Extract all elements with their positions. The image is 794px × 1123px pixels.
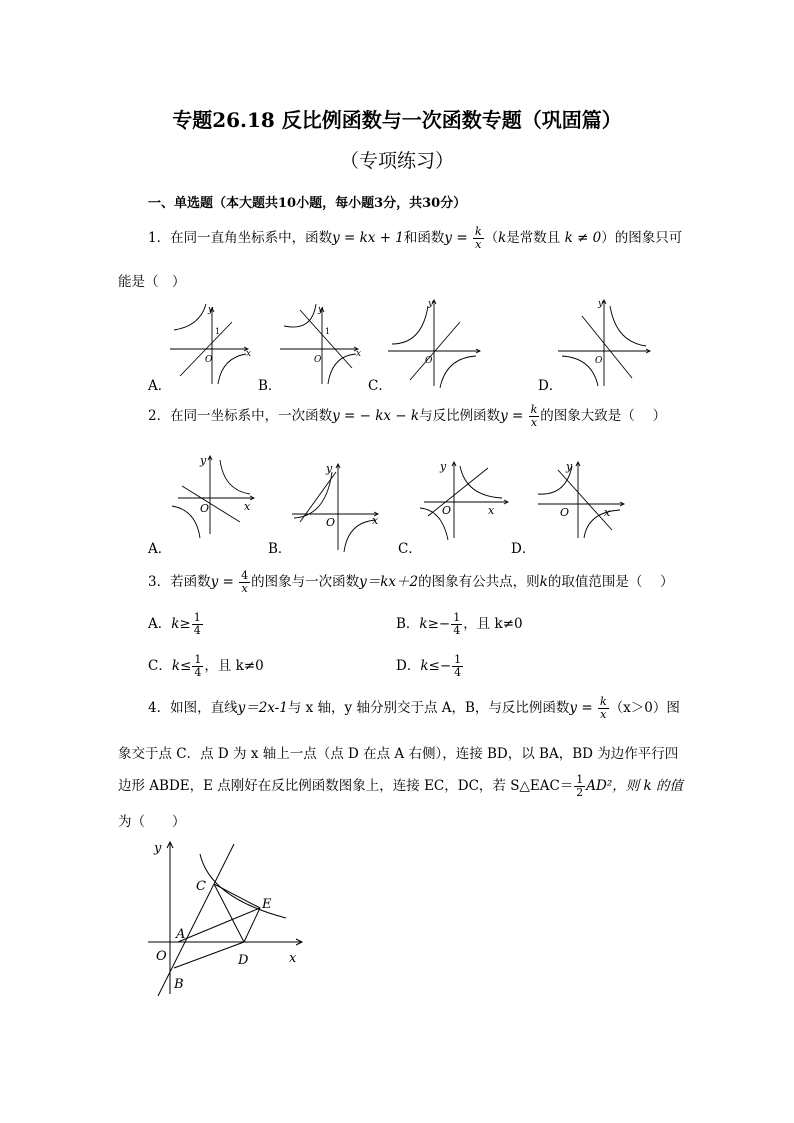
q2-option-c[interactable]: C． xyxy=(398,541,422,557)
svg-text:x: x xyxy=(289,951,297,966)
svg-text:y: y xyxy=(440,460,447,473)
question-number: 4． xyxy=(148,700,171,716)
svg-text:D: D xyxy=(238,953,249,968)
svg-text:O: O xyxy=(156,949,167,964)
svg-text:O: O xyxy=(442,504,452,517)
svg-text:O: O xyxy=(595,356,603,366)
line-bc xyxy=(158,844,234,996)
fraction: $\frac{4}{x}$ xyxy=(241,569,249,595)
segment-ae xyxy=(178,908,260,942)
question-number: 2． xyxy=(148,408,171,424)
q2-option-a[interactable]: A． xyxy=(148,541,172,557)
segment-ce xyxy=(214,884,260,908)
fraction: $\frac{1}{4}$ xyxy=(193,611,201,637)
q2-option-d[interactable]: D． xyxy=(511,541,536,557)
question-4-line1: 4．如图，直线y＝2x-1与 x 轴，y 轴分别交于点 A，B，与反比例函数y = $\frac{k}{x}$ （x＞0）图 xyxy=(148,695,680,721)
page-subtitle: （专项练习） xyxy=(339,150,454,172)
svg-text:y: y xyxy=(208,305,214,315)
q3-option-c[interactable]: C．k≤ $\frac{1}{4}$ ，且 k≠0 xyxy=(148,653,264,679)
q1-graph-d xyxy=(558,300,650,386)
q3-option-b[interactable]: B．k≥− $\frac{1}{4}$ ，且 k≠0 xyxy=(396,611,523,637)
svg-text:y: y xyxy=(566,460,573,473)
question-3-line1: 3．若函数y = $\frac{4}{x}$ 的图象与一次函数y＝kx＋2的图象有公共点，则k的取值范围是（ ） xyxy=(148,569,674,595)
svg-text:x: x xyxy=(246,349,252,359)
svg-text:x: x xyxy=(244,500,251,513)
svg-text:A: A xyxy=(176,927,186,942)
q3-option-a[interactable]: A．k≥ $\frac{1}{4}$ xyxy=(148,611,201,637)
svg-text:y: y xyxy=(154,841,162,856)
q2-graph-b xyxy=(292,464,378,552)
svg-text:y: y xyxy=(318,305,324,315)
section-heading: 一、单选题（本大题共10小题，每小题3分，共30分） xyxy=(148,196,467,211)
q1-option-a[interactable]: A． xyxy=(148,378,172,394)
fraction: $\frac{1}{4}$ xyxy=(194,653,202,679)
q1-option-b[interactable]: B． xyxy=(258,378,282,394)
q1-option-c[interactable]: C． xyxy=(368,378,392,394)
svg-text:y: y xyxy=(428,299,434,309)
fraction: $\frac{1}{4}$ xyxy=(454,653,462,679)
q2-graph-c xyxy=(420,462,508,540)
svg-text:O: O xyxy=(326,516,336,529)
fraction: $\frac{1}{4}$ xyxy=(453,611,461,637)
svg-text:E: E xyxy=(262,897,272,912)
fraction: $\frac{k}{x}$ xyxy=(599,695,607,721)
question-number: 1． xyxy=(148,230,171,246)
page-title: 专题26.18 反比例函数与一次函数专题（巩固篇） xyxy=(172,108,622,132)
segment-bd xyxy=(174,942,244,968)
fraction: $\frac{k}{x}$ xyxy=(530,403,538,429)
svg-text:O: O xyxy=(205,355,213,365)
svg-text:y: y xyxy=(598,299,604,309)
svg-text:O: O xyxy=(200,502,210,515)
svg-text:C: C xyxy=(196,879,206,894)
svg-text:x: x xyxy=(488,504,495,517)
question-number: 3． xyxy=(148,574,171,590)
fraction: $\frac{k}{x}$ xyxy=(474,225,482,251)
svg-text:x: x xyxy=(372,514,379,527)
q1-graph-a xyxy=(170,304,248,384)
svg-text:B: B xyxy=(174,977,184,992)
svg-text:1: 1 xyxy=(215,327,221,336)
q3-option-d[interactable]: D．k≤− $\frac{1}{4}$ xyxy=(396,653,462,679)
svg-text:O: O xyxy=(314,355,322,365)
question-2-line1: 2．在同一坐标系中，一次函数y = − kx − k与反比例函数y = $\frac{k}{x}$ 的图象大致是（ ） xyxy=(148,403,667,429)
svg-text:x: x xyxy=(604,506,611,519)
q2-option-b[interactable]: B． xyxy=(268,541,292,557)
svg-text:y: y xyxy=(326,462,333,475)
question-4-figure xyxy=(146,836,316,1002)
svg-text:O: O xyxy=(425,356,433,366)
question-1-line2: 能是（ ） xyxy=(118,274,186,290)
svg-text:x: x xyxy=(356,349,362,359)
q1-graph-c xyxy=(388,300,480,388)
q2-graph-d xyxy=(538,462,624,538)
question-1-line1: 1．在同一直角坐标系中，函数y = kx + 1和函数y = $\frac{k}{x}$ （k是常数且 k ≠ 0）的图象只可 xyxy=(148,225,683,251)
question-1-graphs-overlay xyxy=(148,296,668,394)
segment-cd xyxy=(214,884,244,942)
question-4-line4: 为（ ） xyxy=(118,814,186,830)
question-4-line3: 边形 ABDE，E 点刚好在反比例函数图象上，连接 EC，DC，若 S△EAC＝ $\frac{1}{2}$ AD²，则 k 的值 xyxy=(118,773,684,799)
question-4-line2: 象交于点 C．点 D 为 x 轴上一点（点 D 在点 A 右侧），连接 BD，以 BA，BD 为边作平行四 xyxy=(118,746,679,762)
fraction: $\frac{1}{2}$ xyxy=(576,773,584,799)
svg-text:y: y xyxy=(200,454,207,467)
svg-text:O: O xyxy=(560,506,570,519)
q1-option-d[interactable]: D． xyxy=(538,378,563,394)
q1-graph-b xyxy=(280,304,358,384)
q2-graph-a xyxy=(172,456,254,538)
svg-text:1: 1 xyxy=(325,327,331,336)
